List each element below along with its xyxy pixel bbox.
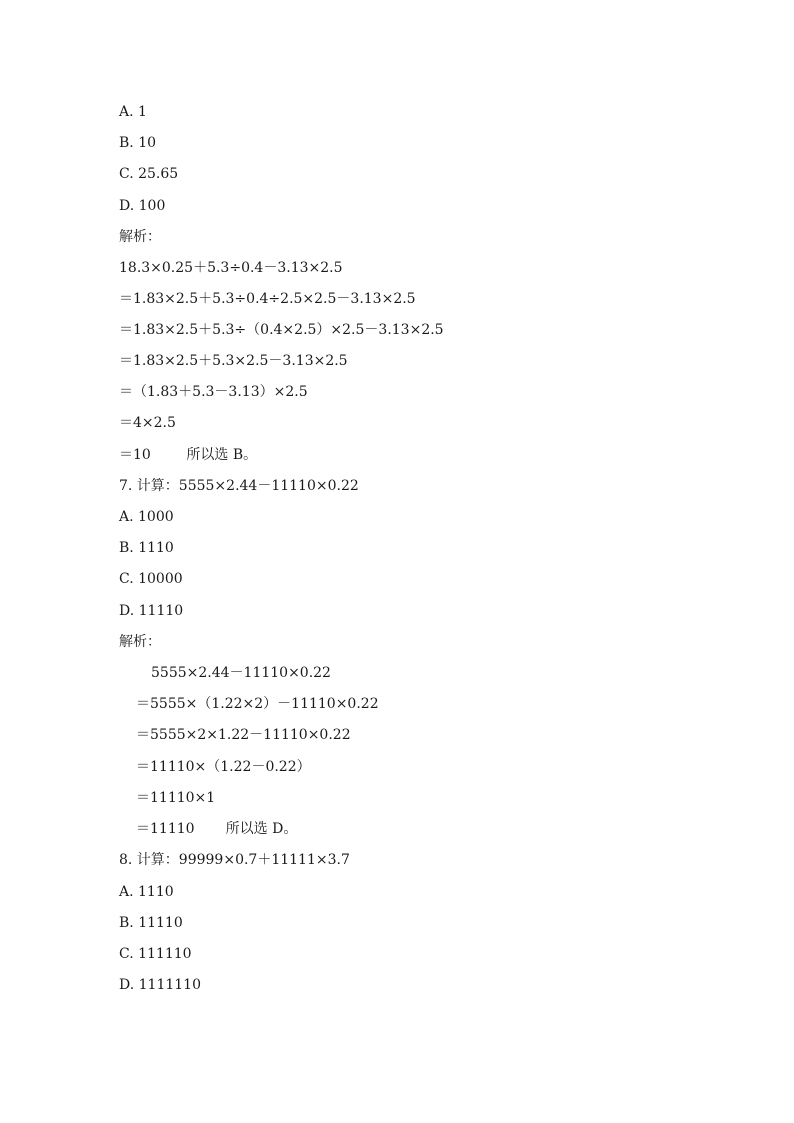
q7-step-5: ＝11110×1 (136, 790, 216, 806)
prev-option-c: C. 25.65 (119, 166, 179, 182)
prev-step-5: ＝（1.83＋5.3－3.13）×2.5 (119, 384, 308, 400)
q7-step-2: ＝5555×（1.22×2）－11110×0.22 (136, 696, 379, 712)
prev-step-1: 18.3×0.25＋5.3÷0.4－3.13×2.5 (119, 260, 343, 276)
prev-step-6: ＝4×2.5 (119, 415, 176, 431)
prev-option-b: B. 10 (119, 135, 157, 151)
prev-analysis-label: 解析： (119, 229, 161, 245)
prev-step-3: ＝1.83×2.5＋5.3÷（0.4×2.5）×2.5－3.13×2.5 (119, 322, 444, 338)
q7-analysis-label: 解析： (119, 634, 161, 650)
q7-option-c: C. 10000 (119, 571, 183, 587)
q8-question: 8. 计算：99999×0.7＋11111×3.7 (119, 852, 350, 868)
q7-question: 7. 计算：5555×2.44－11110×0.22 (119, 478, 359, 494)
prev-step-4: ＝1.83×2.5＋5.3×2.5－3.13×2.5 (119, 353, 348, 369)
q7-step-6: ＝11110 所以选 D。 (136, 821, 298, 837)
q7-step-3: ＝5555×2×1.22－11110×0.22 (136, 727, 351, 743)
prev-step-7: ＝10 所以选 B。 (119, 447, 258, 463)
prev-option-a: A. 1 (119, 104, 147, 120)
q8-option-a: A. 1110 (119, 884, 174, 900)
q7-step-1: 5555×2.44－11110×0.22 (151, 665, 331, 681)
q8-option-c: C. 111110 (119, 946, 192, 962)
q8-option-b: B. 11110 (119, 915, 183, 931)
q8-option-d: D. 1111110 (119, 977, 201, 993)
q7-option-a: A. 1000 (119, 509, 174, 525)
q7-option-d: D. 11110 (119, 603, 184, 619)
prev-option-d: D. 100 (119, 198, 166, 214)
prev-step-2: ＝1.83×2.5＋5.3÷0.4÷2.5×2.5－3.13×2.5 (119, 291, 416, 307)
q7-step-4: ＝11110×（1.22－0.22） (136, 759, 311, 775)
q7-option-b: B. 1110 (119, 540, 174, 556)
